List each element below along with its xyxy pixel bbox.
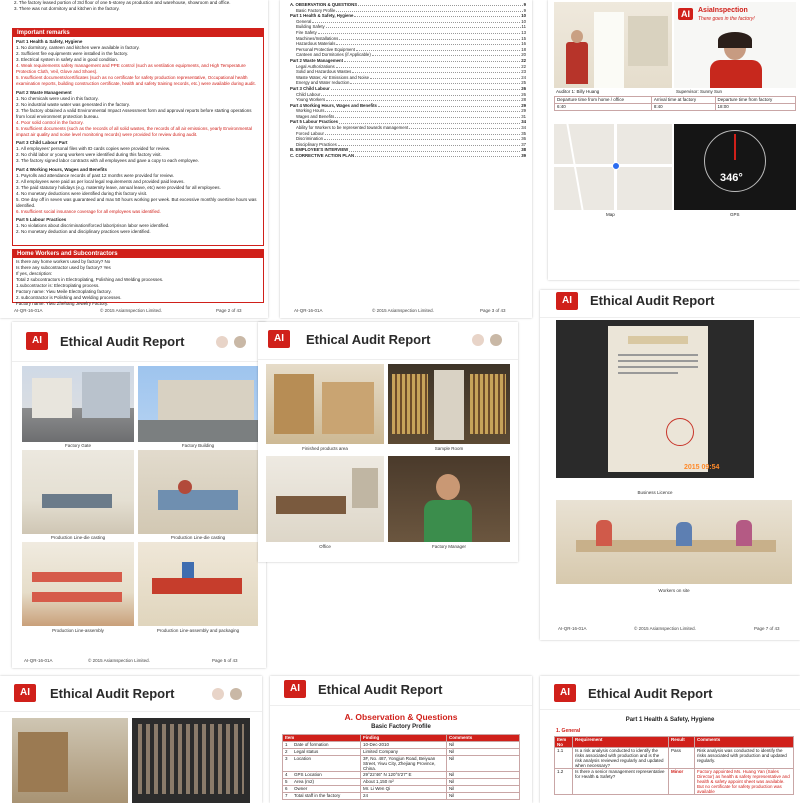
toc-entry-page: 23 <box>521 69 526 75</box>
item-label: Date of formation <box>294 742 329 747</box>
remarks-line: 1. No violations about discrimination/forced labor/prison labor were identified. <box>16 223 170 228</box>
toc-entry-page: 25 <box>521 80 526 86</box>
column-header: Item <box>283 735 361 742</box>
workers-on-site-photo <box>556 500 792 584</box>
die-casting-photo-1 <box>22 450 134 534</box>
report-page-photos-8 <box>0 676 262 803</box>
times-value: 18:00 <box>715 104 796 111</box>
important-remarks-box <box>12 28 264 246</box>
factory-building-photo <box>138 366 258 442</box>
remarks-line: 2. No monetary deduction and disciplinary practices were identified. <box>16 229 151 234</box>
toc-entry-label: Machines/Installations <box>296 35 339 41</box>
page-header <box>258 322 518 360</box>
location-pin-icon <box>612 162 620 170</box>
toc-entry-page: 38 <box>521 147 526 153</box>
copyright: © 2015 AsiaInspection Limited. <box>372 308 434 313</box>
profile-item <box>283 793 361 800</box>
ai-logo-icon: AI <box>284 680 306 698</box>
toc-dot-leader <box>372 52 520 56</box>
column-header: Requirement <box>573 737 669 748</box>
remarks-line: 2. No child labor or young workers were identified during this factory visit. <box>16 152 162 157</box>
toc-dot-leader <box>324 136 520 140</box>
health-com: Risk analysis was conducted to identify the risks associated with production and updated regularly. <box>695 748 794 769</box>
home-workers-title: Home Workers and Subcontractors <box>13 250 263 258</box>
profile-finding: 10-Dec-2010 <box>361 742 447 749</box>
remarks-line: 2. No industrial waste water was generated in the factory. <box>16 101 130 107</box>
table-row <box>283 793 520 800</box>
toc-entry-page: 9 <box>523 2 526 7</box>
toc-dot-leader <box>409 125 520 129</box>
toc-entry-page: 37 <box>521 141 526 147</box>
toc-dot-leader <box>339 119 520 123</box>
toc-entry-label: Building Safety <box>296 24 325 30</box>
remarks-section-heading: Part 2 Waste Management <box>16 89 72 95</box>
profile-item <box>283 756 361 772</box>
remarks-section-heading: Part 4 Working Hours, Wages and Benefits <box>16 166 108 172</box>
item-label: Area (m2) <box>294 779 315 784</box>
home-workers-line: 2. subcontractor is Polishing and Welding processes. <box>16 295 122 300</box>
column-header: Result <box>669 737 695 748</box>
toc-dot-leader <box>336 8 522 12</box>
top-line: 3. There was not dormitory and kitchen in the factory. <box>14 6 120 11</box>
toc-entry-label: Working Hours <box>296 108 325 114</box>
health-res: Pass <box>669 748 695 769</box>
report-title: Ethical Audit Report <box>50 686 175 701</box>
profile-finding: 24 <box>361 793 447 800</box>
toc-dot-leader <box>352 69 520 73</box>
toc-entry-label: Canteen and Dormitories (if Applicable) <box>296 52 371 58</box>
ai-logo-icon: AI <box>554 684 576 702</box>
table-row <box>283 779 520 786</box>
table-row <box>283 756 520 772</box>
packaging-photo <box>138 542 258 626</box>
toc-entry-page: 29 <box>521 102 526 108</box>
times-header: Departure time from home / office <box>555 97 652 104</box>
item-number: 6 <box>285 786 288 791</box>
toc-entry-label: Part 4 Working Hours, Wages and Benefits <box>290 102 377 108</box>
toc-dot-leader <box>325 108 520 112</box>
page-number: Page 7 of 43 <box>754 626 780 631</box>
remarks-line: 1. No dormitory, canteen and kitchen were available in factory. <box>16 45 140 50</box>
toc-entry-label: Energy and Water reduction <box>296 80 350 86</box>
general-label: 1. General <box>556 728 581 734</box>
profile-comment: Nil <box>447 749 520 756</box>
toc-entry-page: 11 <box>521 24 526 30</box>
ai-logo-icon: AI <box>14 684 36 702</box>
column-header: Finding <box>361 735 447 742</box>
page-number: Page 3 of 43 <box>480 308 506 313</box>
compass-reading: 346° <box>720 172 743 184</box>
remarks-line: 4. Weak requirements safety management and PPE control (such as ventilation equipments, and High Temperature Protection Cloth, Veil, Glove and Shoes). <box>16 63 246 74</box>
times-value: 8:40 <box>651 104 715 111</box>
home-workers-line: Is there any subcontractor used by factory? Yes <box>16 265 111 270</box>
copyright: © 2015 AsiaInspection Limited. <box>634 626 696 631</box>
banner-brand: AsiaInspection <box>698 7 748 14</box>
item-label: Legal status <box>294 749 319 754</box>
report-title: Ethical Audit Report <box>318 682 443 697</box>
item-label: Owner <box>294 786 308 791</box>
die-casting-photo-2 <box>138 450 258 534</box>
gps-caption: GPS <box>730 212 740 217</box>
item-number: 7 <box>285 793 288 798</box>
photo-caption: Finished products area <box>302 446 348 451</box>
page-header <box>12 322 266 362</box>
toc-dot-leader <box>378 103 520 107</box>
toc-entry-page: 31 <box>521 113 526 119</box>
partner-logo-icon <box>216 336 228 348</box>
auditor-photo <box>554 2 672 88</box>
remarks-line: 2. Sufficient fire equipments were installed in the factory. <box>16 51 129 56</box>
item-number: 2 <box>285 749 288 754</box>
health-no: 1.2 <box>555 769 573 795</box>
health-req: Is there a senior management representative for Health & Safety? <box>573 769 669 795</box>
toc-entry-label: Child Labour <box>296 91 321 97</box>
map-caption: Map <box>606 212 615 217</box>
photo-caption: Production Line-die casting <box>50 535 106 540</box>
health-com: Factory appointed Ms. Huang Yan (Sales Director) as health & safety representative and health & safety appoint sheet was available. But no certificate for safety production was available <box>695 769 794 795</box>
item-label: GPS Location <box>294 772 322 777</box>
profile-comment: Nil <box>447 779 520 786</box>
report-page-remarks <box>0 0 268 318</box>
toc-entry-page: 35 <box>521 130 526 136</box>
partner-logo-icon <box>490 334 502 346</box>
toc-dot-leader <box>318 30 520 34</box>
table-row <box>555 769 794 795</box>
page-number: Page 5 of 43 <box>212 658 238 663</box>
toc-entry-page: 39 <box>521 153 526 159</box>
profile-item <box>283 779 361 786</box>
finished-products-photo <box>266 364 384 444</box>
item-number: 3 <box>285 756 288 761</box>
item-number: 5 <box>285 779 288 784</box>
remarks-line: 5. Insufficient documents (such as the records of all solid wastes, the records of all air emissions, yearly Environmental impact air quality and noise level monitoring records) were provided for review during audit. <box>16 125 253 137</box>
toc-dot-leader <box>326 97 520 101</box>
report-page-observations <box>270 676 532 803</box>
profile-item <box>283 786 361 793</box>
home-lines <box>13 258 263 308</box>
partner-logo-icon <box>212 688 224 700</box>
profile-item <box>283 749 361 756</box>
home-workers-line: Is there any home workers used by factory? No <box>16 259 111 264</box>
official-seal-icon <box>666 418 694 446</box>
profile-comment: Nil <box>447 786 520 793</box>
toc-entry-label: Wages and Benefits <box>296 113 335 119</box>
photo-caption: Factory Gate <box>64 443 91 448</box>
times-header: Arrival time at factory <box>651 97 715 104</box>
remarks-section-heading: Part 3 Child Labour Part <box>16 140 68 145</box>
report-page-toc <box>280 0 532 318</box>
home-workers-line: Factory name: Yiwu Meile Electroplating factory. <box>16 289 112 294</box>
profile-comment: Nil <box>447 756 520 772</box>
important-remarks-title: Important remarks <box>13 29 263 37</box>
toc-entry-label: Young Workers <box>296 97 326 103</box>
profile-comment: Nil <box>447 742 520 749</box>
toc-dot-leader <box>326 24 521 28</box>
copyright: © 2015 AsiaInspection Limited. <box>88 658 150 663</box>
report-title: Ethical Audit Report <box>306 332 431 347</box>
supervisor-photo <box>674 2 796 88</box>
toc-dot-leader <box>349 147 520 151</box>
remarks-section-heading: Part 1 Health & Safety, Hygiene <box>16 39 83 44</box>
ai-logo-icon: AI <box>26 332 48 350</box>
office-photo <box>266 456 384 542</box>
top-line: 2. The factory leased portion of 3rd floor of one 5-storey as production and warehouse, showroom and office. <box>14 0 231 5</box>
photo-caption: Business Licence <box>637 490 673 495</box>
report-page-photos-5 <box>12 322 266 668</box>
toc-entry-page: 28 <box>521 97 526 103</box>
remarks-line: 4. No monetary deductions were identified during this factory visit. <box>16 190 148 196</box>
remarks-section-heading: Part 5 Labour Practices <box>16 217 67 222</box>
page-number: Page 2 of 43 <box>216 308 242 313</box>
toc-dot-leader <box>325 131 520 135</box>
toc-entry-label: General <box>296 18 312 24</box>
table-row <box>283 786 520 793</box>
remarks-line: 3. The factory signed labor contracts with all employees and gave a copy to each employee. <box>16 158 200 163</box>
doc-code: AI-QR-16-01A <box>24 658 53 663</box>
partner-logo-icon <box>472 334 484 346</box>
toc-dot-leader <box>338 142 520 146</box>
warehouse-photo <box>12 718 128 803</box>
page-header <box>270 676 532 706</box>
photo-caption: Office <box>319 544 331 549</box>
section-subtitle: Basic Factory Profile <box>371 724 431 730</box>
business-licence-photo <box>556 320 754 478</box>
column-header: Comments <box>447 735 520 742</box>
ai-logo-icon: AI <box>268 330 290 348</box>
remarks-sections <box>13 37 263 237</box>
profile-finding: About 1,150 m² <box>361 779 447 786</box>
report-title: Ethical Audit Report <box>590 293 715 308</box>
report-page-health-safety <box>540 676 800 803</box>
photo-timestamp: 2015 09:54 <box>684 464 720 471</box>
profile-finding: Limited Company <box>361 749 447 756</box>
column-header: Item No <box>555 737 573 748</box>
assembly-photo <box>22 542 134 626</box>
page-header <box>540 290 800 318</box>
toc-entry-page: 22 <box>521 63 526 69</box>
partner-logo-icon <box>234 336 246 348</box>
toc-entry-page: 9 <box>523 7 526 13</box>
visit-times-table <box>554 96 796 111</box>
health-no: 1.1 <box>555 748 573 769</box>
toc-dot-leader <box>312 19 520 23</box>
toc-entry-label: Ability for Workers to be represented towards management <box>296 125 409 131</box>
part-title: Part 1 Health & Safety, Hygiene <box>625 717 715 723</box>
gps-image <box>674 124 796 210</box>
toc-dot-leader <box>350 80 520 84</box>
home-workers-line: Factory name: Yiwu Zhehang Jewelry Factory. <box>16 301 109 306</box>
photo-caption: Factory Manager <box>431 544 466 549</box>
toc-entry-label: Legal Authorizations <box>296 63 335 69</box>
toc-entry-page: 34 <box>521 119 526 125</box>
profile-item <box>283 742 361 749</box>
supervisor-label: Supervisor: Sunny Sun <box>676 89 723 94</box>
table-of-contents <box>290 2 526 159</box>
toc-entry-label: Basic Factory Profile <box>296 7 336 13</box>
remarks-line: 5. Insufficient documents/certificates (such as no certificate for safety production representative, Occupational health examination reports, building construction certificate, health and safety training records, etc.) were available during audit. <box>16 75 256 86</box>
toc-entry-label: Part 5 Labour Practices <box>290 119 339 125</box>
report-page-auditor <box>548 0 800 280</box>
section-title: A. Observation & Questions <box>344 712 458 722</box>
photo-caption: Sample Room <box>434 446 464 451</box>
toc-entry-label: Fire Safety <box>296 29 317 35</box>
report-page-photos-7 <box>540 290 800 640</box>
partner-logo-icon <box>230 688 242 700</box>
table-row <box>283 742 520 749</box>
photo-caption: Production Line-die casting <box>170 535 226 540</box>
column-header: Comments <box>695 737 794 748</box>
toc-entry-label: Personal Protective Equipment <box>296 46 355 52</box>
toc-entry-label: Forced Labour <box>296 130 324 136</box>
health-res: Minor <box>669 769 695 795</box>
toc-entry-page: 24 <box>521 74 526 80</box>
toc-dot-leader <box>336 64 521 68</box>
profile-finding: Mr. Li Wen Qi <box>361 786 447 793</box>
factory-gate-photo <box>22 366 134 442</box>
table-row <box>283 772 520 779</box>
factory-profile-table <box>282 734 520 800</box>
item-label: Location <box>294 756 312 761</box>
toc-entry-page: 16 <box>521 41 526 47</box>
profile-item <box>283 772 361 779</box>
toc-dot-leader <box>335 114 520 118</box>
page-header <box>540 676 800 710</box>
ai-logo-icon: AI <box>678 8 693 20</box>
remarks-line: 4. Poor solid control in the factory. <box>16 119 84 125</box>
report-page-photos-6 <box>258 322 518 562</box>
photo-caption: Factory Building <box>181 443 215 448</box>
page-header <box>0 676 262 712</box>
toc-entry-page: 18 <box>521 46 526 52</box>
home-workers-line: If yes, description: <box>16 271 53 276</box>
remarks-line: 1. All employees' personal files with ID cards copies were provided for review. <box>16 146 171 151</box>
asiainspection-banner <box>676 6 794 26</box>
health-safety-table <box>554 736 794 795</box>
remarks-line: 5. One day off in seven was guaranteed and max 50 hours working per week. But excessive monthly overtime hours was identified. <box>16 196 257 208</box>
remarks-line: 1. Payrolls and attendance records of past 12 months were provided for review. <box>16 172 174 178</box>
profile-comment: Nil <box>447 793 520 800</box>
jewelry-display-photo <box>132 718 250 803</box>
toc-entry-page: 36 <box>521 136 526 142</box>
factory-manager-photo <box>388 456 510 542</box>
banner-tagline: There goes in the factory! <box>698 16 755 22</box>
health-req: Is a risk analysis conducted to identify the risks associated with production and is the risk analysis reviewed regularly and updated when necessary? <box>573 748 669 769</box>
photo-caption: Workers on site <box>658 588 690 593</box>
toc-entry-page: 10 <box>521 13 526 19</box>
photo-caption: Production Line-assembly <box>52 628 104 633</box>
toc-dot-leader <box>344 58 520 62</box>
toc-entry-page: 20 <box>521 52 526 58</box>
times-value: 6:40 <box>555 104 652 111</box>
toc-dot-leader <box>355 153 520 157</box>
doc-code: AI-QR-16-01A <box>294 308 323 313</box>
toc-dot-leader <box>321 92 520 96</box>
profile-finding: 29°22'46" N 120°5'27" E <box>361 772 447 779</box>
report-title: Ethical Audit Report <box>60 334 185 349</box>
remarks-line: 2. All employees were paid as per local legal requirements and provided paid leaves. <box>16 178 185 184</box>
toc-entry-label: C. CORRECTIVE ACTION PLAN <box>290 153 355 159</box>
toc-entry-label: Part 2 Waste Management <box>290 57 344 63</box>
toc-entry-page: 22 <box>521 57 526 63</box>
report-title: Ethical Audit Report <box>588 686 713 701</box>
toc-entry-page: 34 <box>521 125 526 131</box>
item-number: 1 <box>285 742 288 747</box>
times-header: Departure time from factory <box>715 97 796 104</box>
toc-entry-label: Solid and Hazardous Wastes <box>296 69 352 75</box>
table-row <box>555 748 794 769</box>
toc-dot-leader <box>354 13 520 17</box>
toc-entry-label: Discrimination <box>296 136 323 142</box>
doc-code: AI-QR-16-01A <box>558 626 587 631</box>
item-label: Total staff in the factory <box>294 793 341 798</box>
remarks-line: 3. The paid statutory holidays (e.g. maternity leave, annual leave, etc) were provided for all employees. <box>16 184 221 190</box>
toc-entry-label: Part 1 Health & Safety, Hygiene <box>290 13 354 19</box>
map-image <box>554 124 672 210</box>
toc-entry-page: 13 <box>521 29 526 35</box>
remarks-line: 6. Insufficient social insurance coverage for all employees was identified. <box>16 208 161 214</box>
toc-dot-leader <box>358 2 523 6</box>
sample-room-photo <box>388 364 510 444</box>
photo-caption: Production Line-assembly and packaging <box>156 628 240 633</box>
toc-dot-leader <box>339 36 520 40</box>
toc-dot-leader <box>356 47 520 51</box>
home-workers-box <box>12 249 264 306</box>
toc-entry-label: A. OBSERVATION & QUESTIONS <box>290 2 358 7</box>
toc-entry-label: B. EMPLOYEE'S INTERVIEW <box>290 147 349 153</box>
doc-code: AI-QR-16-01A <box>14 308 43 313</box>
remarks-line: 1. No chemicals were used in this factory. <box>16 95 99 101</box>
item-number: 4 <box>285 772 288 777</box>
toc-entry-label: Hazardous Materials <box>296 41 336 47</box>
toc-entry-label: Waste Water, Air Emissions and Noise <box>296 74 369 80</box>
home-workers-line: 1.subcontractor is: Electroplating process. <box>16 283 100 288</box>
auditor-label: Auditor 1: Billy Huang <box>556 89 600 94</box>
home-workers-line: Total 2 subcontractors in Electroplating, Polishing and Welding processes. <box>16 277 164 282</box>
toc-entry-label: Disciplinary Practices <box>296 141 337 147</box>
toc-entry-page: 15 <box>521 35 526 41</box>
toc-dot-leader <box>370 75 520 79</box>
toc-entry-page: 29 <box>521 108 526 114</box>
remarks-line: 3. The factory obtained a valid Environmental Impact Assessment form and approval reports before starting operations from local environment protection bureau. <box>16 107 252 119</box>
toc-entry-page: 10 <box>521 18 526 24</box>
toc-dot-leader <box>331 86 521 90</box>
toc-dot-leader <box>336 41 520 45</box>
ai-logo-icon: AI <box>556 292 578 310</box>
profile-finding: 3F, No. 487, Yongjun Road, Beiyuan Street, Yiwu City, Zhejiang Province, China. <box>361 756 447 772</box>
remarks-line: 3. Electrical system in safety and in good condition. <box>16 57 119 62</box>
toc-entry-page: 26 <box>521 91 526 97</box>
table-row <box>283 749 520 756</box>
copyright: © 2015 AsiaInspection Limited. <box>100 308 162 313</box>
toc-entry-page: 26 <box>521 85 526 91</box>
profile-comment: Nil <box>447 772 520 779</box>
toc-entry-label: Part 3 Child Labour <box>290 85 330 91</box>
toc-entry[interactable] <box>290 153 526 159</box>
